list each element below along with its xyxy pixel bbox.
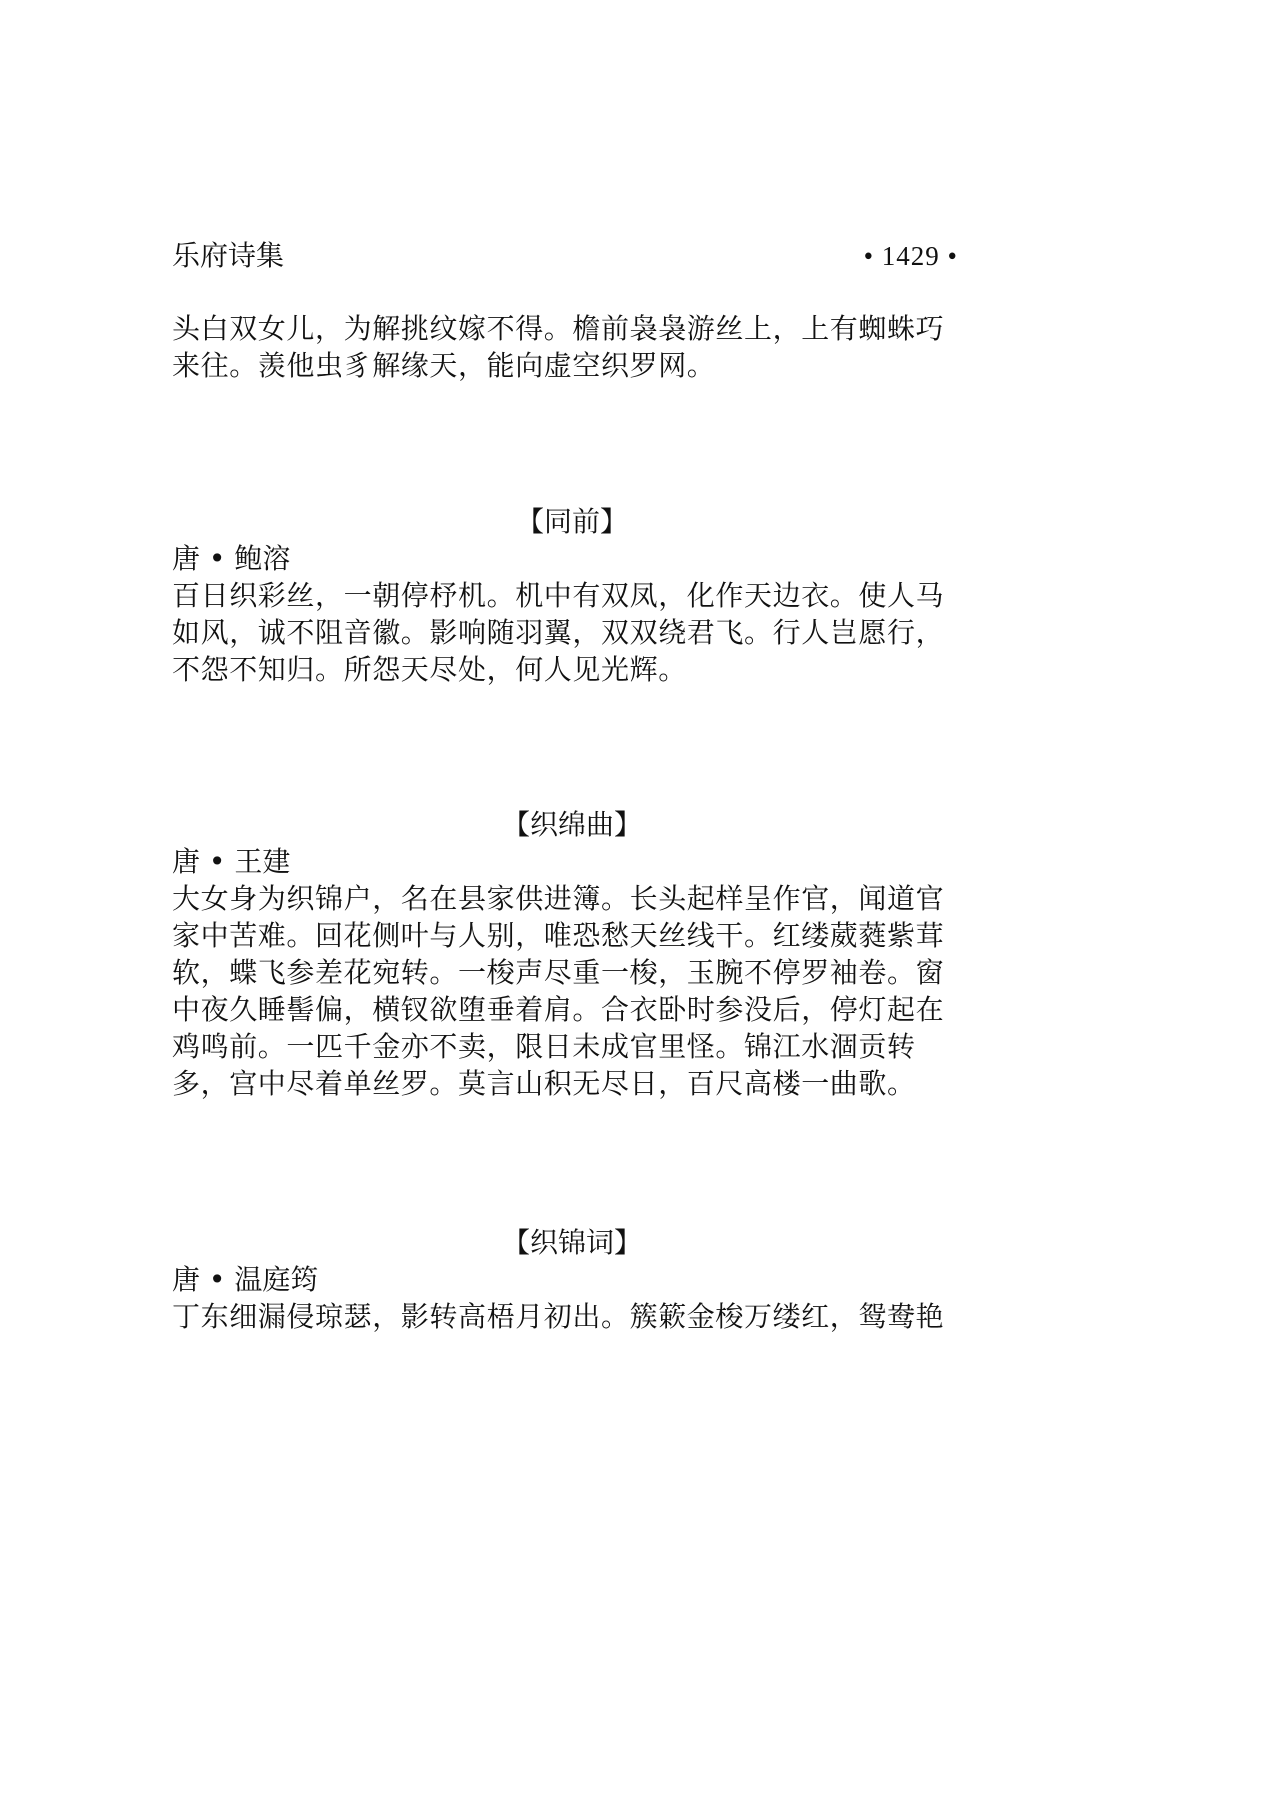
poem-author: 唐 • 鲍溶 xyxy=(172,542,291,575)
poem-title: 【织绵曲】 xyxy=(501,808,642,841)
poem-text: 大女身为织锦户，名在县家供进簿。长头起样呈作官，闻道官家中苦难。回花侧叶与人别，唯恐愁天丝线干。红缕葳蕤紫茸软，蝶飞参差花宛转。一梭声尽重一梭，玉腕不停罗袖卷。窗中夜久睡髻偏，横钗欲堕垂着肩。合衣卧时参没后，停灯起在鸡鸣前。一匹千金亦不卖，限日未成官里怪。锦江水涸贡转多，宫中尽着单丝罗。莫言山积无尽日，百尺高楼一曲歌。 xyxy=(172,882,945,1100)
book-title: 乐府诗集 xyxy=(172,239,285,272)
page-number: • 1429 • xyxy=(863,241,958,271)
poem-text: 百日织彩丝，一朝停杼机。机中有双凤，化作天边衣。使人马如风，诚不阻音徽。影响随羽翼，双双绕君飞。行人岂愿行，不怨不知归。所怨天尽处，何人见光辉。 xyxy=(172,579,945,686)
poem-title: 【同前】 xyxy=(515,505,628,538)
poem-title: 【织锦词】 xyxy=(501,1226,642,1259)
poem-text: 丁东细漏侵琼瑟，影转高梧月初出。簇簌金梭万缕红，鸳鸯艳 xyxy=(172,1300,945,1333)
continuation-text: 头白双女儿，为解挑纹嫁不得。檐前袅袅游丝上，上有蜘蛛巧来往。羡他虫豸解缘天，能向虚空织罗网。 xyxy=(172,312,945,382)
poem-entry xyxy=(172,503,962,688)
poem-entry xyxy=(172,806,962,1102)
poem-entry xyxy=(172,1224,962,1335)
poem-author: 唐 • 温庭筠 xyxy=(172,1263,319,1296)
poem-author: 唐 • 王建 xyxy=(172,845,291,878)
continuation-passage xyxy=(172,310,962,384)
running-header xyxy=(172,236,958,276)
